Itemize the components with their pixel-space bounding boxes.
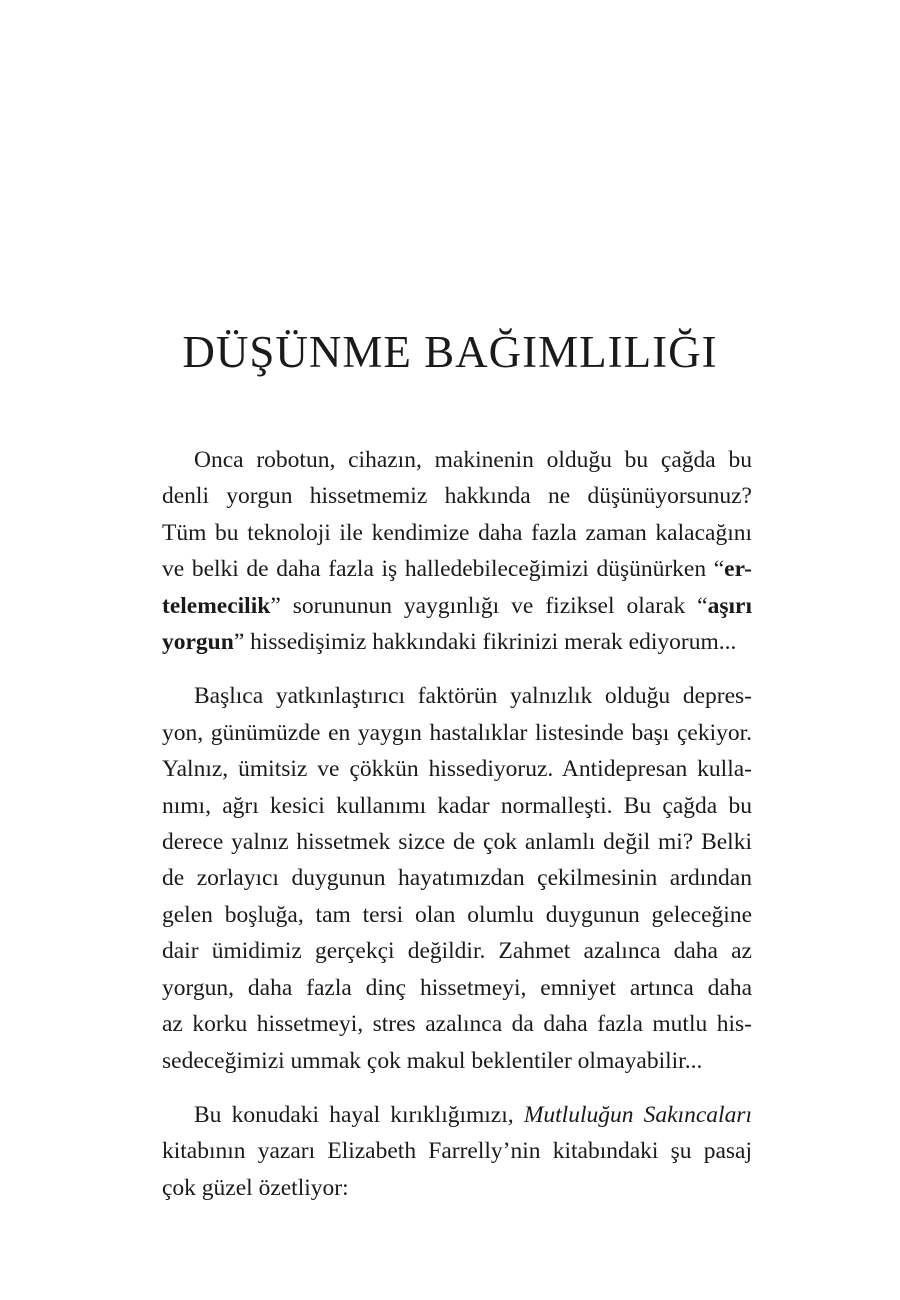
bold-term: telemecilik — [162, 592, 271, 619]
paragraph-1 — [162, 442, 752, 660]
text-segment: ” hissedişimiz hakkındaki fikrinizi merak ediyorum... — [233, 629, 737, 656]
text-line: dair ümidimiz gerçekçi değildir. Zahmet azalınca daha az — [162, 938, 752, 965]
text-segment: Bu konudaki hayal kırıklığımızı, — [194, 1101, 524, 1128]
text-line — [162, 588, 752, 624]
text-line: nımı, ağrı kesici kullanımı kadar normalleşti. Bu çağda bu — [162, 792, 752, 819]
text-line: yon, günümüzde en yaygın hastalıklar listesinde başı çekiyor. — [162, 719, 752, 746]
text-line: Yalnız, ümitsiz ve çökkün hissediyoruz. Antidepresan kulla- — [162, 756, 752, 783]
text-line: gelen boşluğa, tam tersi olan olumlu duygunun geleceğine — [162, 901, 752, 928]
text-line — [162, 1097, 752, 1133]
bold-term: er- — [724, 556, 752, 583]
paragraph-3 — [162, 1097, 752, 1206]
text-line: Başlıca yatkınlaştırıcı faktörün yalnızlık olduğu depres- — [194, 683, 752, 710]
text-segment: ” sorununun yaygınlığı ve fiziksel olarak “ — [270, 592, 708, 619]
bold-term: yorgun — [162, 629, 234, 656]
text-line: az korku hissetmeyi, stres azalınca da daha fazla mutlu his- — [162, 1011, 752, 1038]
text-line: kitabının yazarı Elizabeth Farrelly’nin kitabındaki şu pasaj — [162, 1138, 752, 1165]
text-segment: ve belki de daha fazla iş halledebileceğimizi düşünürken “ — [162, 556, 725, 583]
text-line: yorgun, daha fazla dinç hissetmeyi, emniyet artınca daha — [162, 974, 752, 1001]
chapter-title: DÜŞÜNME BAĞIMLILIĞI — [182, 327, 718, 377]
paragraph-2 — [162, 678, 752, 1078]
text-line: de zorlayıcı duygunun hayatımızdan çekilmesinin ardından — [162, 865, 752, 892]
body-text — [162, 442, 752, 1224]
text-line: derece yalnız hissetmek sizce de çok anlamlı değil mi? Belki — [162, 829, 752, 856]
text-line: sedeceğimizi ummak çok makul beklentiler olmayabilir... — [162, 1047, 703, 1074]
text-line: Onca robotun, cihazın, makinenin olduğu bu çağda bu — [194, 447, 752, 473]
book-title: Mutluluğun Sakıncaları — [523, 1101, 752, 1128]
text-line — [162, 551, 752, 587]
text-line: Tüm bu teknoloji ile kendimize daha fazla zaman kalacağını — [162, 519, 752, 546]
text-line: denli yorgun hissetmemiz hakkında ne düşünüyorsunuz? — [162, 483, 752, 510]
text-line — [162, 624, 752, 660]
bold-term: aşırı — [707, 592, 752, 619]
text-line: çok güzel özetliyor: — [162, 1174, 349, 1201]
